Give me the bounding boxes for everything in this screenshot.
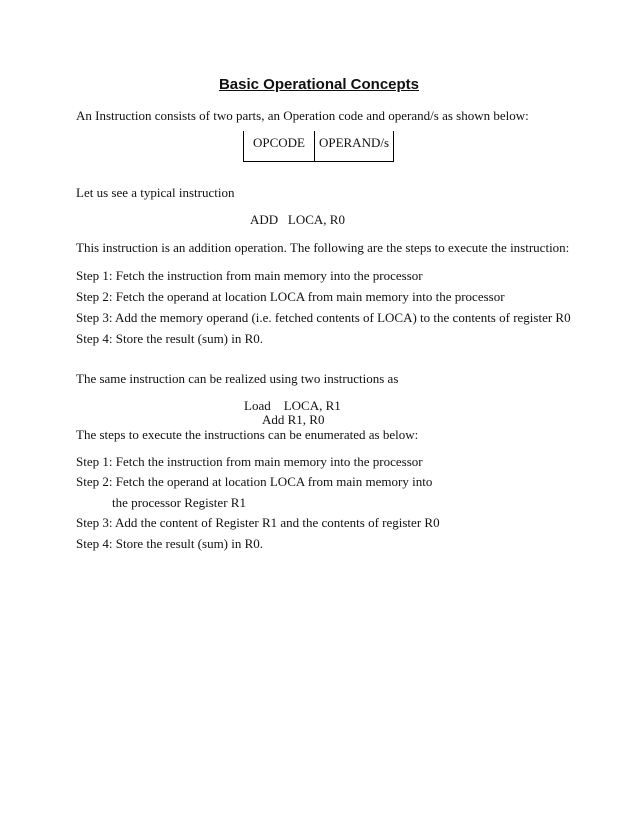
load-instruction: Load LOCA, R1 xyxy=(244,398,341,413)
step-b-2: Step 2: Fetch the operand at location LOCA from main memory into xyxy=(76,474,433,489)
step-b-3: Step 3: Add the content of Register R1 and the contents of register R0 xyxy=(76,515,440,530)
example-instruction: ADD LOCA, R0 xyxy=(250,212,345,227)
add-instruction: Add R1, R0 xyxy=(262,412,325,427)
step-b-1: Step 1: Fetch the instruction from main memory into the processor xyxy=(76,454,423,469)
two-instructions-label: The same instruction can be realized using two instructions as xyxy=(76,371,399,386)
step-a-1: Step 1: Fetch the instruction from main memory into the processor xyxy=(76,268,423,283)
step-a-3: Step 3: Add the memory operand (i.e. fetched contents of LOCA) to the contents of register R0 xyxy=(76,310,571,325)
page-title: Basic Operational Concepts xyxy=(218,76,420,93)
step-b-4: Step 4: Store the result (sum) in R0. xyxy=(76,536,264,551)
step-a-4: Step 4: Store the result (sum) in R0. xyxy=(76,331,264,346)
typical-instruction-label: Let us see a typical instruction xyxy=(76,185,235,200)
opcode-cell: OPCODE xyxy=(244,131,315,161)
step-b-2-continued: the processor Register R1 xyxy=(112,495,246,510)
explanation-text: This instruction is an addition operation. The following are the steps to execute the instruction: xyxy=(76,240,570,255)
step-a-2: Step 2: Fetch the operand at location LOCA from main memory into the processor xyxy=(76,289,505,304)
enumerate-label: The steps to execute the instructions can be enumerated as below: xyxy=(76,427,419,442)
instruction-format-box xyxy=(243,131,394,162)
operand-cell: OPERAND/s xyxy=(318,135,390,150)
intro-text: An Instruction consists of two parts, an Operation code and operand/s as shown below: xyxy=(76,108,529,123)
